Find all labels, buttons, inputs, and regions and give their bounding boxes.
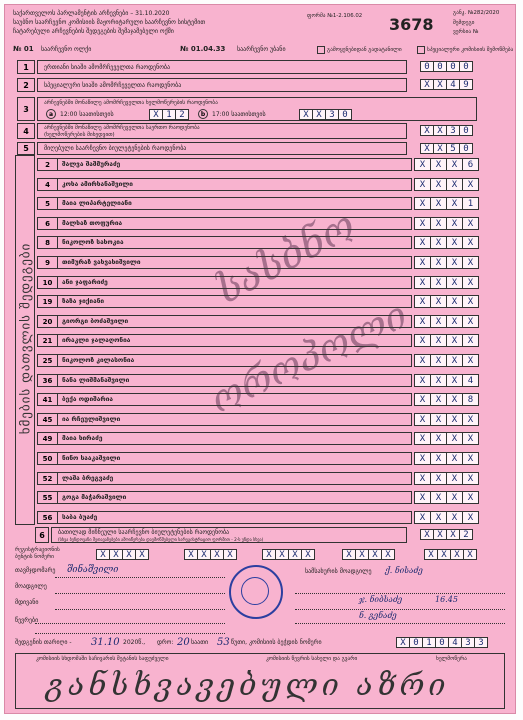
sig-digit: X [368,549,382,560]
seal-inner-ring [241,577,269,605]
sig-digit: X [135,549,149,560]
sig-digit: X [301,549,315,560]
row-3-digit: X [149,109,163,120]
row-3-digit: X [312,109,326,120]
candidate-votes [415,178,479,191]
candidate-vote-digit: X [414,217,431,230]
candidate-vote-digit: X [430,197,447,210]
header-right-sub2: ვერსია № [453,29,479,35]
check-box-2[interactable] [417,46,425,54]
row-6 [51,527,407,543]
candidate-row [37,413,412,426]
sig-digit: X [463,549,477,560]
row-5-digits [421,143,473,154]
candidate-votes [415,158,479,171]
right-line-1 [295,593,505,594]
sig-digit: X [96,549,110,560]
right-line-3 [295,623,505,624]
form-big-number: 3678 [389,15,434,34]
row-1-digit: 0 [420,61,434,72]
sig-digit: X [184,549,198,560]
row-6-digit: 2 [459,529,473,540]
time-label: დრო: [157,639,174,646]
candidate-name: გიორგი ბოძაშვილი [62,317,129,325]
reg-label-b: ბუნტის ნომერი [15,554,54,560]
candidate-vote-digit: 6 [462,158,479,171]
sig-digit: X [288,549,302,560]
candidate-vote-digit: X [446,432,463,445]
sig-digit: X [223,549,237,560]
row-3-time1-digits [150,109,189,120]
candidate-name: ანი ჯაფარიძე [62,278,108,286]
dissent-table [15,653,505,709]
candidate-vote-digit: X [430,295,447,308]
sig-digit: X [355,549,369,560]
candidate-vote-digit: X [414,236,431,249]
sig-digit: X [342,549,356,560]
candidate-number: 10 [38,277,58,288]
candidate-vote-digit: X [430,374,447,387]
candidate-number: 45 [38,414,58,425]
right-sig-3: ნ. გენაძე [359,611,397,620]
candidate-number: 56 [38,512,58,523]
candidate-votes [415,452,479,465]
row-4-digit: 3 [446,125,460,136]
deputy-line [55,593,225,594]
row-2-label: სპეციალური სიაში ამომრჩეველთა რაოდენობა [44,82,182,89]
candidate-vote-digit: X [414,256,431,269]
candidate-vote-digit: X [414,393,431,406]
sig-digit: X [450,549,464,560]
candidate-number: 36 [38,375,58,386]
row-2-digits [421,79,473,90]
candidate-vote-digit: X [414,354,431,367]
candidate-vote-digit: X [446,491,463,504]
sig-digits-e [425,549,477,560]
candidate-vote-digit: X [414,511,431,524]
candidate-vote-digit: X [462,276,479,289]
candidate-vote-digit: X [430,315,447,328]
row-3-number: 3 [17,97,35,121]
candidate-name: მაია ხირაძე [62,434,103,442]
candidate-vote-digit: X [446,452,463,465]
candidate-vote-digit: 1 [462,197,479,210]
minute-label: წუთი, კომისიის ბეჭდის ნომერი [231,639,322,646]
candidate-name: ირაკლი ჯალაღონია [62,336,131,344]
row-5-digit: 0 [459,143,473,154]
row-6-digit: X [446,529,460,540]
candidate-row [37,452,412,465]
candidate-votes [415,511,479,524]
candidate-number: 25 [38,355,58,366]
candidate-number: 2 [38,159,58,170]
members-label: წევრები [15,617,39,624]
candidate-vote-digit: X [430,413,447,426]
candidate-vote-digit: X [462,511,479,524]
sig-digit: X [122,549,136,560]
candidate-vote-digit: X [430,158,447,171]
candidate-number: 5 [38,198,58,209]
candidate-row [37,197,412,210]
row-6-number: 6 [35,527,49,543]
candidate-vote-digit: X [446,236,463,249]
chair-line [55,577,225,578]
seal-digit: 1 [422,637,436,648]
results-sidebar-label: ხმების დათვლის შედეგები [18,242,34,435]
candidate-name: კოხა ამირხანაშვილი [62,180,133,188]
row-4-digit: 0 [459,125,473,136]
row-5-digit: X [420,143,434,154]
candidate-vote-digit: X [446,393,463,406]
deputy-label: მოადგილე [15,583,47,590]
row-1-number: 1 [17,60,35,74]
right-sig-2: ჯ. ნიბსაძე [359,595,403,604]
candidate-number: 19 [38,296,58,307]
row-4-sub: (ხელმოწერების მიხედვით) [44,132,115,138]
candidate-row [37,217,412,230]
right-sig-1: ქ. ნისაძე [385,566,423,575]
candidate-number: 50 [38,453,58,464]
candidate-row [37,354,412,367]
candidate-vote-digit: X [462,178,479,191]
row-4-digits [421,125,473,136]
row-2-digit: X [433,79,447,90]
candidate-vote-digit: X [446,217,463,230]
row-3-digit: X [299,109,313,120]
candidate-name: ზაზა ჯიქიანი [62,297,105,305]
minute-value: 53 [217,637,230,648]
candidate-name: მალხაზ თოფურია [62,219,123,227]
header-line2: საუბნო საარჩევნო კომისიის მაჟორიტარული საარჩევნო სისტემით [13,19,206,26]
candidate-vote-digit: X [430,452,447,465]
candidate-name: ლაშა ბრეგვაძე [62,474,114,482]
candidate-vote-digit: X [462,295,479,308]
seal-digit: 3 [474,637,488,648]
sig-digit: X [424,549,438,560]
row-2-digit: 9 [459,79,473,90]
row-2-digit: 4 [446,79,460,90]
row-3-digit: 1 [162,109,176,120]
candidate-row [37,511,412,524]
check-label-2: სპეციალური კომისიის შემოწმება [427,47,514,53]
candidate-vote-digit: X [430,178,447,191]
row-6-sub: (სხვა ბუნდოვანი შეთავაზებები ამოიწერება დაუმოწმებელი სარეგისტრაციო ფორმით - 2-ს უნდა სხვა) [58,537,264,542]
candidate-vote-digit: X [446,197,463,210]
candidate-vote-digit: X [462,452,479,465]
row-5-label: მიღებული საარჩევნო ბიულეტენების რაოდენობა [44,145,187,152]
candidate-name: თიმურაზ ვახვახიშვილი [62,258,141,266]
candidate-vote-digit: X [430,491,447,504]
candidate-name: ნანა ლიშმანაშვილი [62,376,130,384]
sig-digit: X [262,549,276,560]
candidate-name: გოგა მაჭარაშვილი [62,493,127,501]
candidate-vote-digit: X [430,354,447,367]
candidate-vote-digit: X [462,217,479,230]
candidate-vote-digit: X [414,432,431,445]
candidate-row [37,432,412,445]
candidate-vote-digit: X [414,472,431,485]
dissent-handwriting: განსხვავებული აზრი [46,668,450,703]
sig-digit: X [275,549,289,560]
candidate-name: საბა ბუაძე [62,513,98,521]
candidate-row [37,276,412,289]
row-1-digit: 0 [446,61,460,72]
candidate-row [37,158,412,171]
candidate-votes [415,472,479,485]
candidate-vote-digit: 4 [462,374,479,387]
candidate-number: 6 [38,218,58,229]
candidate-vote-digit: X [430,511,447,524]
chair-name: შინაშვილი [67,565,119,575]
row-1-label: ერთიანი სიაში ამომრჩეველთა რაოდენობა [44,64,171,71]
hour-label: საათი [191,639,209,646]
row-3-time2-digits [300,109,352,120]
sig-digit: X [197,549,211,560]
candidate-name: შალვა შაშმურაძე [62,160,121,168]
row-3-time1: 12:00 საათისთვის [60,111,114,118]
chair-label: თავმჯდომარე [15,567,56,574]
seal-number-digits [397,637,488,648]
row-2-digit: X [420,79,434,90]
candidate-vote-digit: X [414,452,431,465]
candidate-vote-digit: X [430,472,447,485]
row-3-digit: 0 [338,109,352,120]
header-line1: საქართველოს პარლამენტის არჩევნები – 31.10.2020 [13,10,170,17]
candidate-vote-digit: X [446,315,463,328]
secretary-line [55,609,225,610]
header-line3: ჩატარებული არჩევნების შედეგების შემაჯამებელი ოქმი [13,28,174,35]
candidate-vote-digit: X [446,511,463,524]
candidate-vote-digit: X [414,334,431,347]
candidate-vote-digit: X [446,354,463,367]
candidate-row [37,491,412,504]
candidate-vote-digit: X [462,472,479,485]
row-1-digit: 0 [459,61,473,72]
candidate-vote-digit: X [414,178,431,191]
precinct-label: საარჩევნო უბანი [237,46,286,53]
candidate-votes [415,374,479,387]
candidate-name: მაია ლიპარტელიანი [62,199,132,207]
candidate-votes [415,413,479,426]
row-3 [37,97,477,121]
row-1-digit: 0 [433,61,447,72]
candidate-vote-digit: X [462,491,479,504]
candidate-vote-digit: X [462,354,479,367]
row-3-time2: 17:00 საათისთვის [212,111,266,118]
candidate-row [37,315,412,328]
commission-seal [229,565,283,619]
members-line-1 [35,623,225,624]
row-4-digit: X [433,125,447,136]
candidate-votes [415,236,479,249]
date-prefix: შედგენის თარიღი - [15,639,72,646]
candidate-name: ნინო სააკაშვილი [62,454,121,462]
candidate-votes [415,256,479,269]
row-4-digit: X [420,125,434,136]
candidate-votes [415,393,479,406]
row-2-number: 2 [17,78,35,92]
candidate-row [37,178,412,191]
sig-digits-b [185,549,237,560]
protocol-form [4,4,516,714]
candidate-vote-digit: X [446,295,463,308]
candidate-vote-digit: X [446,413,463,426]
candidate-vote-digit: X [430,217,447,230]
candidate-votes [415,295,479,308]
sig-digit: X [210,549,224,560]
check-label-1: გამოყენებიდან გადატანილი [327,47,402,53]
row-3-digit: 3 [325,109,339,120]
candidate-vote-digit: X [462,256,479,269]
date-year: 2020წ., [123,639,146,646]
candidate-vote-digit: X [446,374,463,387]
candidate-vote-digit: X [414,374,431,387]
candidate-name: ია რჩეულიშვილი [62,415,121,423]
candidate-vote-digit: X [446,256,463,269]
candidate-vote-digit: X [414,315,431,328]
district-number: № 01 [13,45,34,53]
row-4-label: არჩევნებში მონაწილე ამომრჩეველთა საერთო რაოდენობა [44,125,200,131]
candidate-vote-digit: X [446,472,463,485]
candidate-vote-digit: X [430,236,447,249]
candidate-number: 49 [38,433,58,444]
district-label: საარჩევნო ოლქი [41,46,92,53]
candidate-vote-digit: X [446,178,463,191]
candidate-votes [415,354,479,367]
candidate-votes [415,217,479,230]
candidate-vote-digit: X [430,276,447,289]
candidate-vote-digit: X [462,315,479,328]
members-line-2 [35,633,225,634]
candidate-row [37,472,412,485]
row-6-digits [421,529,473,540]
candidate-votes [415,334,479,347]
dissent-head-3: ხელმოწერა [436,656,467,662]
candidate-vote-digit: X [446,276,463,289]
header-right-sub1: შემდეგი [453,20,475,26]
row-4 [37,123,407,139]
row-5 [37,142,407,155]
candidate-vote-digit: X [446,158,463,171]
candidate-row [37,256,412,269]
candidate-number: 20 [38,316,58,327]
candidate-vote-digit: X [430,334,447,347]
candidate-vote-digit: X [430,432,447,445]
row-3-circle-b: b [198,109,208,119]
candidate-vote-digit: X [462,334,479,347]
candidate-votes [415,197,479,210]
form-label: ფორმა №1-2.106.02 [307,13,363,19]
row-6-label: ბათილად მიჩნეული საარჩევნო ბიულეტენების რაოდენობა [58,529,230,536]
row-5-digit: X [433,143,447,154]
row-1-digits [421,61,473,72]
precinct-number: № 01.04.33 [180,45,226,53]
candidate-votes [415,491,479,504]
seal-digit: 4 [448,637,462,648]
seal-digit: 3 [461,637,475,648]
candidate-vote-digit: X [446,334,463,347]
dissent-head-1: კომისიის სხდომაში საჩივარის შეტანის საფუძველი [36,656,169,662]
candidate-votes [415,432,479,445]
reg-label: რეგისტრაციონის [15,547,60,553]
candidate-votes [415,315,479,328]
sig-digits-a [97,549,149,560]
sig-digit: X [437,549,451,560]
candidate-vote-digit: X [462,236,479,249]
candidate-row [37,393,412,406]
sig-digit: X [109,549,123,560]
row-6-digit: X [433,529,447,540]
candidate-vote-digit: 8 [462,393,479,406]
header-right-top: განკ. №282/2020 [453,10,500,16]
candidate-row [37,295,412,308]
candidate-row [37,374,412,387]
candidate-row [37,334,412,347]
candidate-name: ნიკოლოზ კილასონია [62,356,135,364]
candidate-number: 21 [38,335,58,346]
candidate-vote-digit: X [414,158,431,171]
watermark-line-2: ოროპოლი [203,292,414,422]
row-3-circle-a: a [46,109,56,119]
seal-digit: 0 [409,637,423,648]
candidate-vote-digit: X [430,393,447,406]
dissent-head-2: კომისიის წევრის სახელი და გვარი [266,656,358,662]
candidate-vote-digit: X [462,413,479,426]
candidate-number: 41 [38,394,58,405]
row-3-digit: 2 [175,109,189,120]
candidate-name: ნიკოლოზ სახოკია [62,238,124,246]
candidate-votes [415,276,479,289]
right-line-2 [295,609,505,610]
sig-digit: X [381,549,395,560]
secretary-label: მდივანი [15,599,39,606]
candidate-vote-digit: X [414,197,431,210]
candidate-row [37,236,412,249]
right-date: 16.45 [435,595,458,604]
candidate-number: 8 [38,237,58,248]
sig-digits-d [343,549,395,560]
candidate-vote-digit: X [414,491,431,504]
candidate-number: 9 [38,257,58,268]
row-4-number: 4 [17,123,35,139]
row-6-digit: X [420,529,434,540]
results-sidebar [15,155,35,525]
right-sig-label: სამსახურის მოადგილე [305,568,372,575]
candidate-number: 55 [38,492,58,503]
candidate-vote-digit: X [462,432,479,445]
row-1 [37,60,407,74]
seal-digit: X [396,637,410,648]
hour-value: 20 [177,637,190,648]
candidate-vote-digit: X [430,256,447,269]
candidate-vote-digit: X [414,295,431,308]
candidate-number: 52 [38,473,58,484]
row-2 [37,78,407,92]
sig-digits-c [263,549,315,560]
seal-digit: 0 [435,637,449,648]
check-box-1[interactable] [317,46,325,54]
candidate-vote-digit: X [414,413,431,426]
row-3-label: არჩევნებში მონაწილე ამომრჩეველთა ხელმოწერების რაოდენობა [44,100,218,106]
watermark-line-1: სასბნო [208,202,364,314]
candidate-number: 4 [38,179,58,190]
row-5-number: 5 [17,142,35,155]
date-value: 31.10 [91,637,120,648]
candidate-name: ბექა ოდიშარია [62,395,113,403]
candidate-vote-digit: X [414,276,431,289]
row-5-digit: 5 [446,143,460,154]
